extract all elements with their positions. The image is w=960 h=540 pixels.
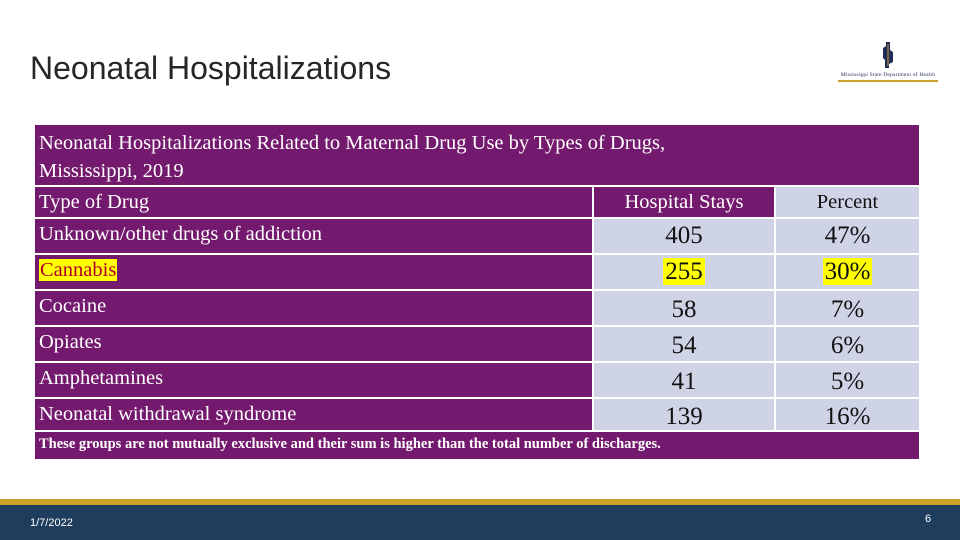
logo-divider [838,80,938,82]
row-stays-withdrawal: 139 [594,399,774,430]
row-percent-withdrawal: 16% [776,399,919,430]
drug-use-table [35,125,919,459]
table-title-line1: Neonatal Hospitalizations Related to Maternal Drug Use by Types of Drugs, [39,132,666,154]
cannabis-stays-highlight: 255 [665,258,703,285]
row-percent-opiates: 6% [776,327,919,361]
row-percent-cannabis [776,255,919,289]
row-type-opiates: Opiates [35,327,592,361]
column-header-stays: Hospital Stays [594,187,774,217]
row-stays-cannabis [594,255,774,289]
cannabis-highlight: Cannabis [40,259,117,281]
table-footnote: These groups are not mutually exclusive and their sum is higher than the total number of discharges. [35,432,919,459]
row-stays-opiates: 54 [594,327,774,361]
logo-text: Mississippi State Department of Health [840,72,936,78]
slide-date: 1/7/2022 [30,517,73,529]
row-type-amphetamines: Amphetamines [35,363,592,397]
table-title [35,125,919,185]
row-stays-unknown: 405 [594,219,774,253]
row-percent-amphetamines: 5% [776,363,919,397]
table-title-line2: Mississippi, 2019 [39,160,184,182]
slide-title: Neonatal Hospitalizations [30,50,392,86]
column-header-percent: Percent [776,187,919,217]
row-type-withdrawal: Neonatal withdrawal syndrome [35,399,592,430]
row-type-unknown: Unknown/other drugs of addiction [35,219,592,253]
magnolia-icon [880,40,896,70]
msdh-logo [836,40,940,86]
row-type-cannabis [35,255,592,289]
row-stays-amphetamines: 41 [594,363,774,397]
row-percent-cocaine: 7% [776,291,919,325]
row-stays-cocaine: 58 [594,291,774,325]
footer-bar [0,505,960,540]
row-percent-unknown: 47% [776,219,919,253]
column-header-type: Type of Drug [35,187,592,217]
page-number: 6 [925,513,932,525]
row-type-cocaine: Cocaine [35,291,592,325]
cannabis-percent-highlight: 30% [824,258,871,285]
